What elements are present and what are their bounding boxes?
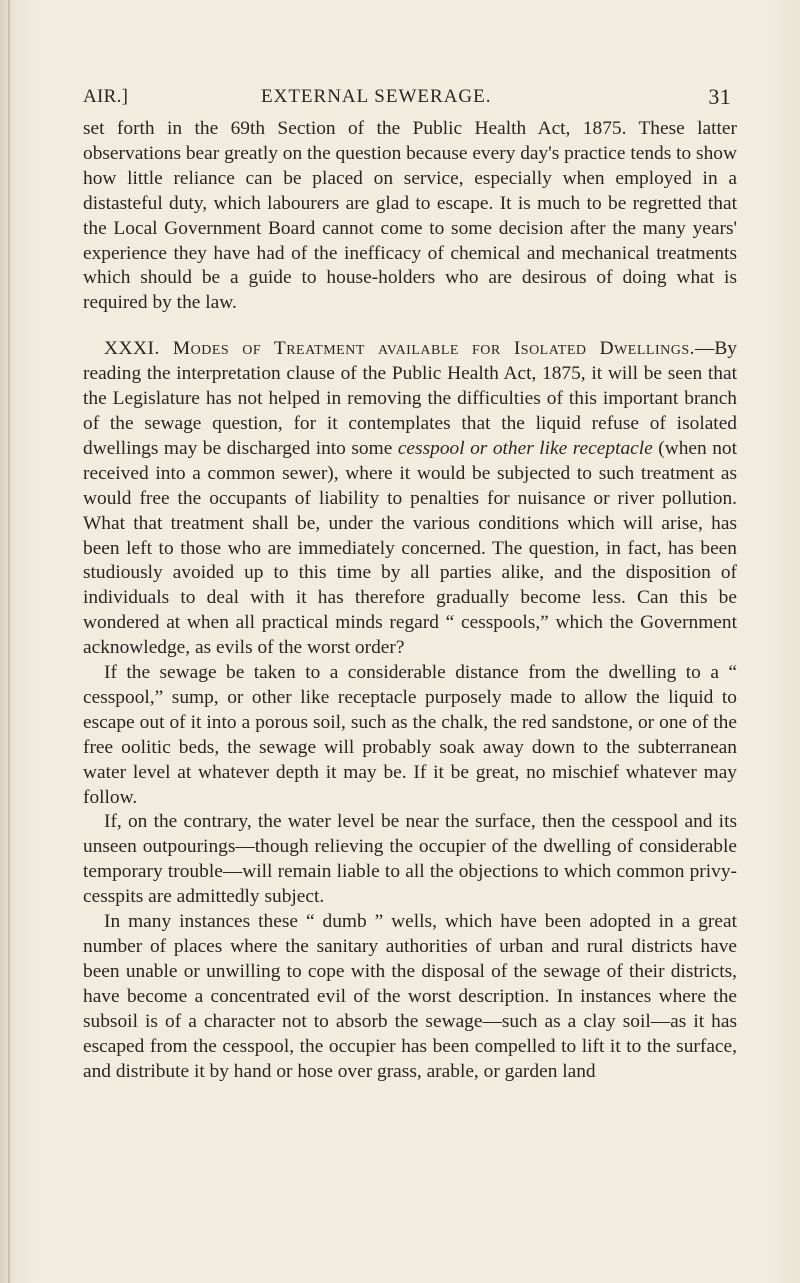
running-head (83, 86, 731, 114)
paragraph-2-text-a: —By reading the interpretation clause of the Public Health Act, 1875, it will be seen that the Legislature has not helped in removing the difficulties of this important branch of the sewage question, for it contemplates that the liquid refuse of isolated dwellings may be discharged into some (83, 338, 737, 459)
running-head-title: EXTERNAL SEWERAGE. (261, 86, 492, 107)
binding-gutter (8, 0, 10, 1283)
paragraph-2-text-b: (when not received into a common sewer), where it would be subjected to such treatment as would free the occupants of liability to penalties for nuisance or river pollution. What that treatment shall be, under the various conditions which will arise, has been left to those who are immediately concerned. The question, in fact, has been studiously avoided up to this time by all parties alike, and the disposition of individuals to deal with it has therefore gradually become less. Can this be wondered at when all practical minds regard “ cesspools,” which the Government acknowledge, as evils of the worst order? (83, 437, 737, 659)
section-heading: XXXI. Modes of Treatment available for Isolated Dwellings. (104, 338, 695, 360)
paragraph-1: set forth in the 69th Section of the Public Health Act, 1875. These latter observations bear greatly on the question because every day's practice tends to show how little reliance can be placed on service, especially when employed in a distasteful duty, which labourers are glad to escape. It is much to be regretted that the Local Government Board cannot come to some decision after the many years' experience they have had of the inefficacy of chemical and mechanical treatments which should be a guide to house-holders who are desirous of doing what is required by the law. (83, 118, 737, 314)
running-head-section: AIR.] (83, 86, 129, 107)
paragraph-2 (83, 337, 737, 661)
page-number: 31 (708, 84, 731, 109)
body-text (83, 117, 737, 1084)
paragraph-4: If, on the contrary, the water level be near the surface, then the cesspool and its unseen outpourings—though relieving the occupier of the dwelling of considerable temporary trouble—will remain liable to all the objections to which common privy-cesspits are admittedly subject. (83, 811, 737, 908)
paragraph-5: In many instances these “ dumb ” wells, which have been adopted in a great number of places where the sanitary authorities of urban and rural districts have been unable or unwilling to cope with the disposal of the sewage of their districts, have become a concentrated evil of the worst description. In instances where the subsoil is of a character not to absorb the sewage—such as a clay soil—as it has escaped from the cesspool, the occupier has been compelled to lift it to the surface, and distribute it by hand or hose over grass, arable, or garden land (83, 911, 737, 1082)
paragraph-2-italic: cesspool or other like receptacle (397, 437, 653, 459)
paragraph-3: If the sewage be taken to a considerable distance from the dwelling to a “ cesspool,” sump, or other like receptacle purposely made to allow the liquid to escape out of it into a porous soil, such as the chalk, the red sandstone, or one of the free oolitic beds, the sewage will probably soak away down to the subterranean water level at whatever depth it may be. If it be great, no mischief whatever may follow. (83, 662, 737, 808)
